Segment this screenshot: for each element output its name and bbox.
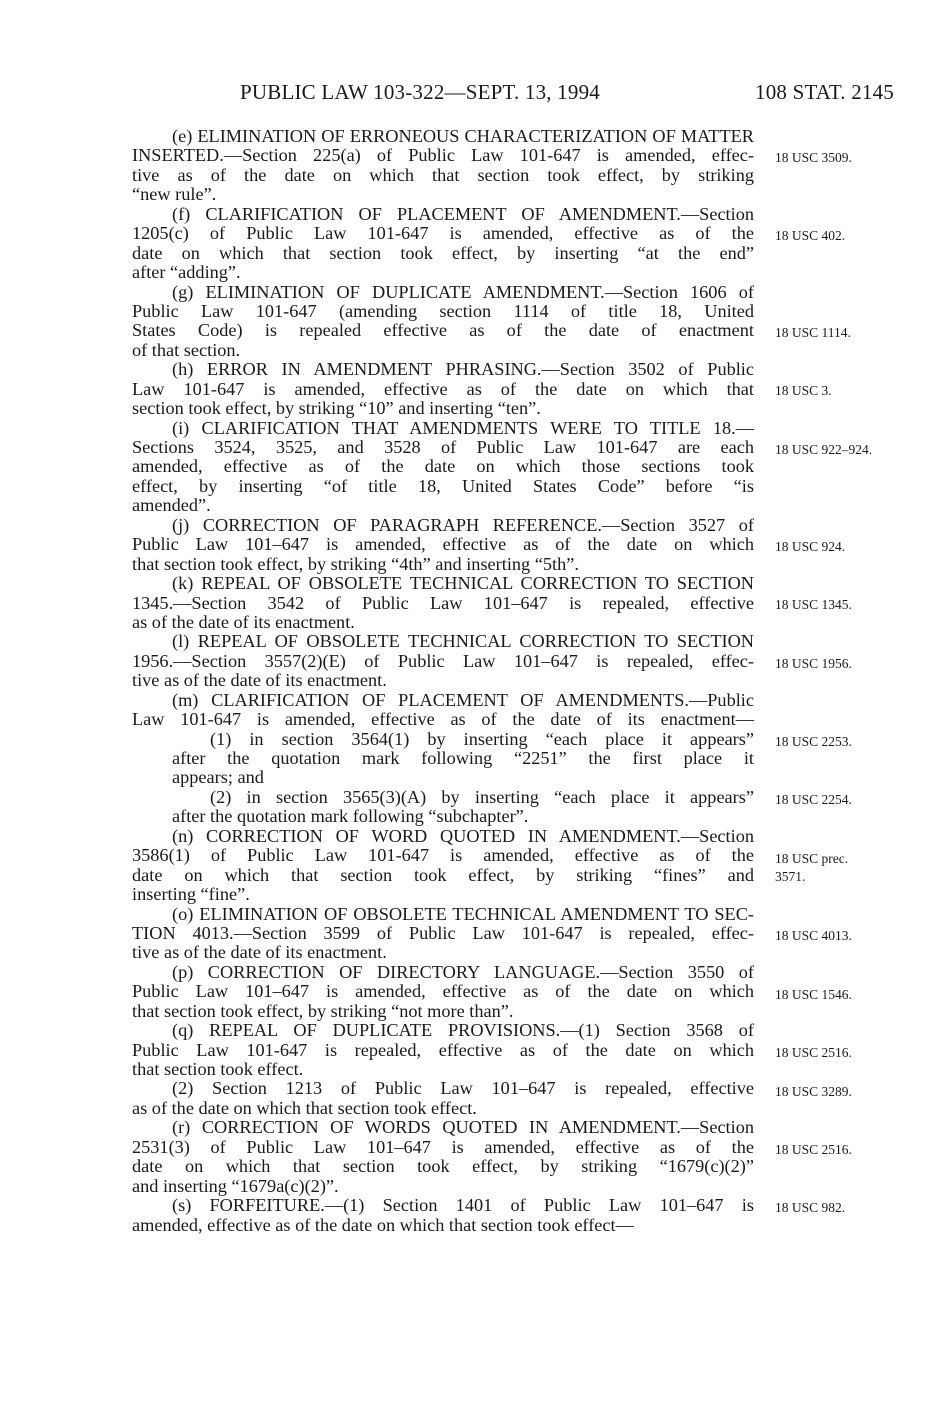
text-line: 1345.—Section 3542 of Public Law 101–647 is repealed, effective: [132, 592, 754, 613]
text-line: (j) CORRECTION OF PARAGRAPH REFERENCE.—Section 3527 of: [172, 514, 754, 535]
text-line: (n) CORRECTION OF WORD QUOTED IN AMENDMENT.—Section: [172, 825, 754, 846]
text-line: 2531(3) of Public Law 101–647 is amended, effective as of the: [132, 1136, 754, 1157]
text-line: amended, effective as of the date on which those sections took: [132, 456, 754, 477]
text-line: (s) FORFEITURE.—(1) Section 1401 of Public Law 101–647 is: [172, 1195, 754, 1216]
text-line: date on which that section took effect, by inserting “at the end”: [132, 242, 754, 263]
margin-note: 18 USC 982.: [775, 1200, 846, 1215]
body-text: [132, 127, 754, 1235]
text-line: (i) CLARIFICATION THAT AMENDMENTS WERE TO TITLE 18.—: [172, 417, 754, 438]
text-line: section took effect, by striking “10” and inserting “ten”.: [132, 398, 541, 419]
margin-note: 18 USC 4013.: [775, 928, 852, 943]
text-line: that section took effect, by striking “not more than”.: [132, 1000, 514, 1021]
text-line: tive as of the date of its enactment.: [132, 670, 387, 691]
text-line: appears; and: [172, 767, 264, 788]
text-line: as of the date of its enactment.: [132, 611, 355, 632]
margin-note: 18 USC 2516.: [775, 1142, 852, 1157]
text-line: after the quotation mark following “subchapter”.: [172, 806, 529, 827]
margin-note: 18 USC 402.: [775, 228, 846, 243]
margin-note: 18 USC 1114.: [775, 325, 851, 340]
margin-note: 18 USC 3289.: [775, 1084, 852, 1099]
text-line: (1) in section 3564(1) by inserting “each place it appears”: [210, 728, 754, 749]
text-line: date on which that section took effect, by striking “1679(c)(2)”: [132, 1156, 754, 1177]
text-line: amended, effective as of the date on which that section took effect—: [132, 1214, 634, 1235]
text-line: and inserting “1679a(c)(2)”.: [132, 1175, 339, 1196]
text-line: (g) ELIMINATION OF DUPLICATE AMENDMENT.—Section 1606 of: [172, 281, 754, 302]
margin-note: 3571.: [775, 869, 806, 884]
text-line: States Code) is repealed effective as of the date of enactment: [132, 320, 754, 341]
text-line: tive as of the date of its enactment.: [132, 942, 387, 963]
margin-note: 18 USC prec.: [775, 851, 849, 866]
text-line: (o) ELIMINATION OF OBSOLETE TECHNICAL AMENDMENT TO SEC-: [172, 903, 754, 924]
text-line: (k) REPEAL OF OBSOLETE TECHNICAL CORRECTION TO SECTION: [172, 573, 754, 594]
margin-note: 18 USC 2254.: [775, 792, 852, 807]
text-line: 1956.—Section 3557(2)(E) of Public Law 101–647 is repealed, effec-: [132, 650, 754, 671]
margin-note: 18 USC 1546.: [775, 987, 852, 1002]
text-line: that section took effect.: [132, 1059, 304, 1079]
text-line: Law 101-647 is amended, effective as of the date of its enactment—: [132, 709, 754, 730]
text-line: tive as of the date on which that section took effect, by striking: [132, 164, 754, 185]
text-line: (f) CLARIFICATION OF PLACEMENT OF AMENDMENT.—Section: [172, 203, 754, 224]
text-line: (l) REPEAL OF OBSOLETE TECHNICAL CORRECTION TO SECTION: [172, 631, 754, 652]
margin-note: 18 USC 2516.: [775, 1045, 852, 1060]
text-line: TION 4013.—Section 3599 of Public Law 101-647 is repealed, effec-: [132, 922, 754, 943]
margin-note: 18 USC 3.: [775, 383, 832, 398]
text-line: (2) Section 1213 of Public Law 101–647 is repealed, effective: [172, 1078, 754, 1099]
text-line: Sections 3524, 3525, and 3528 of Public Law 101-647 are each: [132, 437, 754, 457]
margin-note: 18 USC 922–924.: [775, 442, 873, 457]
text-line: Public Law 101-647 is repealed, effective as of the date on which: [132, 1039, 754, 1060]
margin-note: 18 USC 1956.: [775, 656, 852, 671]
text-line: 3586(1) of Public Law 101-647 is amended, effective as of the: [132, 845, 754, 866]
text-line: (q) REPEAL OF DUPLICATE PROVISIONS.—(1) Section 3568 of: [172, 1020, 754, 1041]
text-line: INSERTED.—Section 225(a) of Public Law 101-647 is amended, effec-: [132, 145, 754, 166]
margin-note: 18 USC 2253.: [775, 734, 852, 749]
text-line: (p) CORRECTION OF DIRECTORY LANGUAGE.—Section 3550 of: [172, 961, 754, 982]
text-line: amended”.: [132, 495, 211, 516]
text-line: (m) CLARIFICATION OF PLACEMENT OF AMENDMENTS.—Public: [172, 689, 754, 710]
text-line: Public Law 101-647 (amending section 1114 of title 18, United: [132, 300, 754, 321]
public-law-title: PUBLIC LAW 103-322—SEPT. 13, 1994: [240, 80, 600, 104]
stat-page-reference: 108 STAT. 2145: [755, 80, 894, 104]
text-line: Public Law 101–647 is amended, effective as of the date on which: [132, 981, 754, 1002]
running-head: [240, 80, 894, 110]
text-line: that section took effect, by striking “4th” and inserting “5th”.: [132, 553, 579, 574]
text-line: as of the date on which that section took effect.: [132, 1097, 477, 1118]
margin-note: 18 USC 3509.: [775, 150, 852, 165]
margin-note: 18 USC 1345.: [775, 597, 852, 612]
text-line: Public Law 101–647 is amended, effective as of the date on which: [132, 534, 754, 555]
text-line: (2) in section 3565(3)(A) by inserting “each place it appears”: [210, 786, 754, 807]
text-line: inserting “fine”.: [132, 884, 250, 905]
margin-note: 18 USC 924.: [775, 539, 846, 554]
text-line: after “adding”.: [132, 262, 241, 283]
text-line: of that section.: [132, 339, 241, 360]
text-line: (h) ERROR IN AMENDMENT PHRASING.—Section 3502 of Public: [172, 359, 754, 380]
text-line: (r) CORRECTION OF WORDS QUOTED IN AMENDMENT.—Section: [172, 1117, 754, 1138]
text-line: “new rule”.: [132, 184, 217, 205]
text-line: date on which that section took effect, by striking “fines” and: [132, 864, 754, 885]
text-line: (e) ELIMINATION OF ERRONEOUS CHARACTERIZATION OF MATTER: [172, 126, 754, 146]
text-line: Law 101-647 is amended, effective as of the date on which that: [132, 378, 754, 399]
text-line: effect, by inserting “of title 18, United States Code” before “is: [132, 475, 754, 496]
text-line: 1205(c) of Public Law 101-647 is amended, effective as of the: [132, 223, 754, 244]
text-line: after the quotation mark following “2251” the first place it: [172, 748, 754, 768]
